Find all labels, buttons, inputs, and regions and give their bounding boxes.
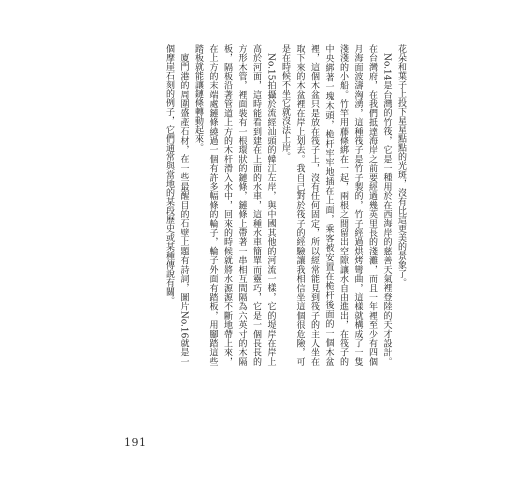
paragraph-no14-bamboo-raft: No.14是台灣的竹筏，它是一種用於在西海岸的慈善天氣裡登陸的天才設計。在台灣府，在我們抵達海岸之前要經過幾英里長的淺灘，而且一年裡至少有四個月海面波濤洶湧，這種筏子是竹子製的，竹子經過烘烤彎曲，這樣就構成了一隻淺淺的小船。竹竿用藤條綁在一起，兩根之間留出空隙讓水自由進出，在筏子的中央綁著一塊木頭，桅杆牢牢地插在上面，乘客被安置在桅杆後面的一個木盆裡，這個木盆只是放在筏子上，沒有任何固定，所以經常能見到筏子的主人坐在取下來的木盆裡在岸上划去。我自己對於筏子的經驗讓我相信坐這個很危險，可是在時候不坐它就沒法上岸。 (280, 44, 392, 366)
vertical-text-body (118, 44, 408, 366)
page-number: 191 (124, 436, 147, 449)
paragraph-continuation: 花朵和葉子上投下星星點點的光斑，沒有比這更美的景象了。 (396, 44, 406, 287)
paragraph-no15-water-wheel: No.15拍攝於流經汕頭的韓江左岸，與中國其他的河流一樣，它的堤岸在岸上高於河面，這時能看到建在上面的水車，這種水車簡單而靈巧，它是一個長長的方形木管，裡面裝有一根環狀的鏈條，鏈條上帶著一串相互間隔為六英寸的木隔板，隔板沿著管道上方的木杆滑入水中，回來的時候就將水源源不斷地帶上來，在上方的末端處鏈條繞過一個有許多幅條的輪子，輪子外面有踏板，用腳踏這些踏板就能讓鏈條轉動起來。 (193, 44, 276, 366)
paragraph-no16-rock-inscription: 廈門港的周圍盛產石材，在一些最醒目的石壁上題有詩詞，圖片No.16就是一個摩崖石刻的例子，它們通常與當地的某段歷史或某種傳說有關。 (164, 44, 189, 366)
